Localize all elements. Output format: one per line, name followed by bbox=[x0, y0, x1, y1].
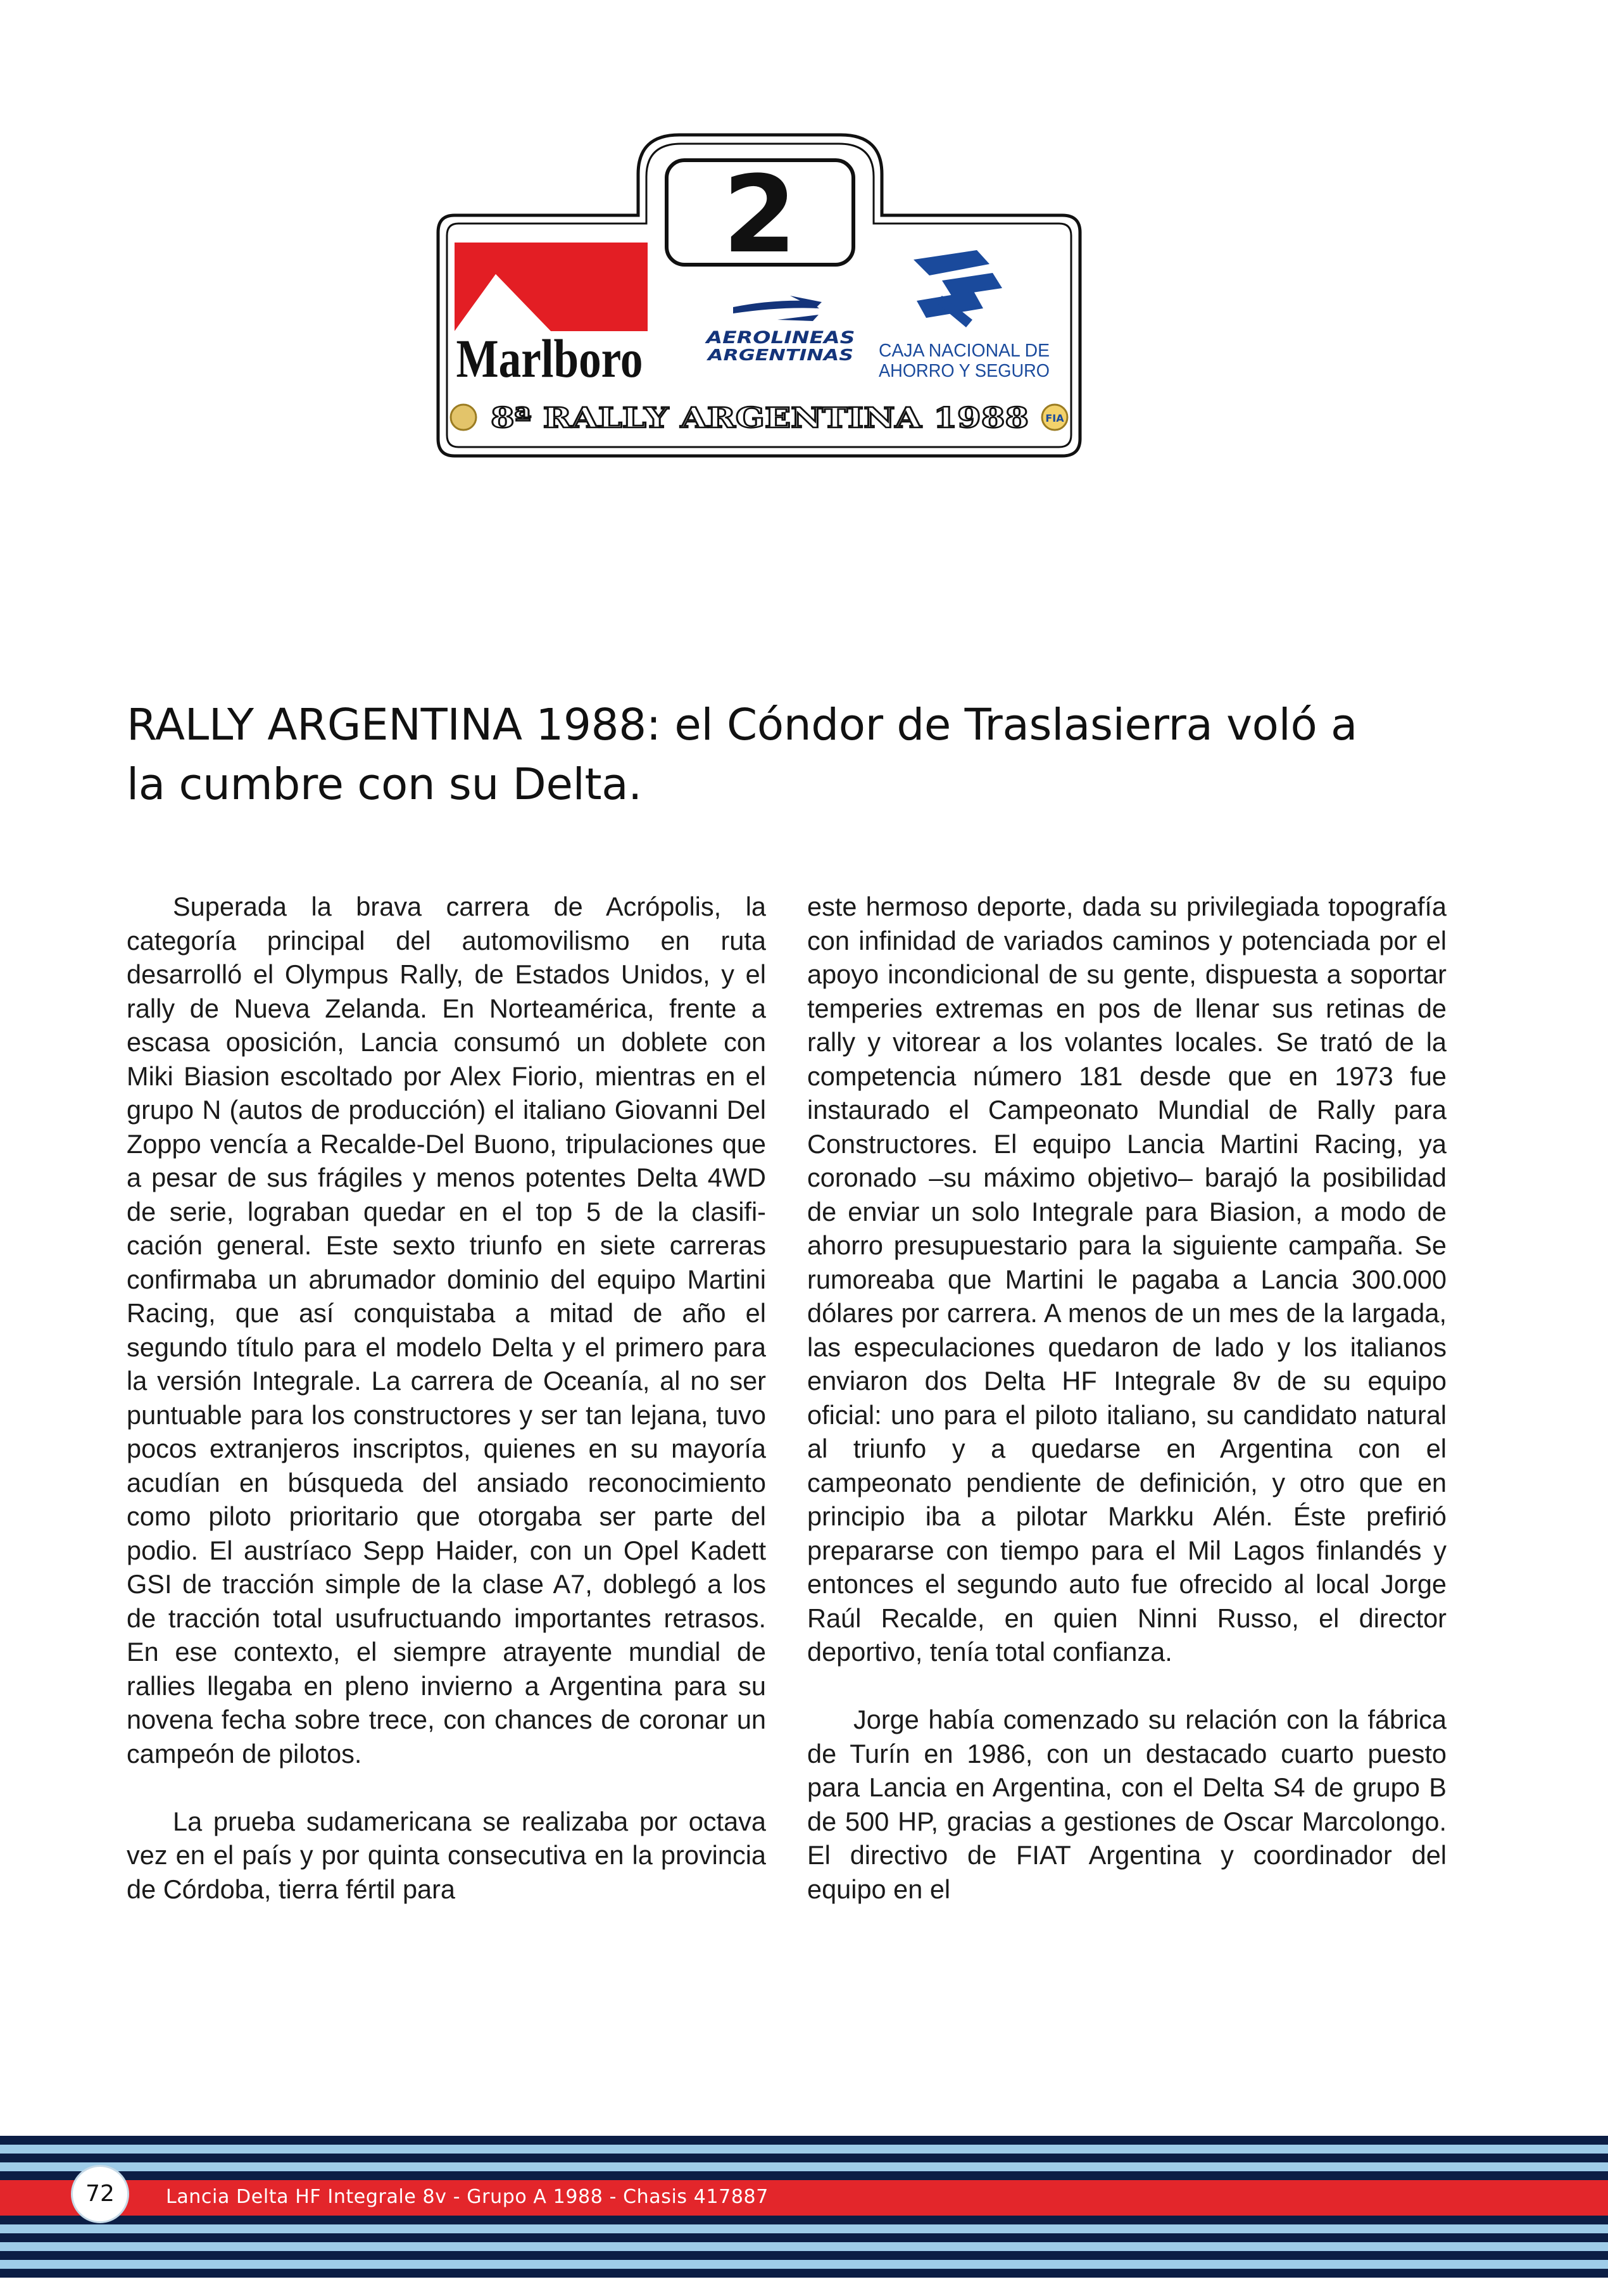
plate-number: 2 bbox=[722, 153, 797, 277]
headline-line-1: RALLY ARGENTINA 1988: el Cóndor de Traslasierra voló a bbox=[127, 700, 1358, 750]
svg-text:AHORRO Y SEGURO: AHORRO Y SEGURO bbox=[879, 361, 1050, 381]
svg-text:Marlboro: Marlboro bbox=[456, 328, 643, 389]
paragraph: Superada la brava carrera de Acrópolis, la categoría principal del automovilismo en ruta desarrolló el Olympus Rally, de Estados Unidos, y el rally de Nueva Zelanda. En Norteamérica, frente a escasa oposición, Lancia consumó un doblete con Miki Biasion escoltado por Alex Fiorio, mientras en el grupo N (autos de producción) el italiano Giovanni Del Zoppo vencía a Recalde-Del Buono, tripulaciones que a pesar de sus frágiles y menos potentes Delta 4WD de serie, lograban quedar en el top 5 de la clasificación general. Este sexto triunfo en siete carreras confirmaba un abrumador dominio del equipo Martini Racing, que así conquistaba a mitad de año el segundo título para el modelo Delta y el primero para la versión Integrale. La carrera de Oceanía, al no ser puntuable para los constructores y ser tan lejana, tuvo pocos extranjeros inscriptos, quienes en su mayoría acudían en búsqueda del ansiado reconocimiento como piloto prioritario que otorgaba ser parte del podio. El austríaco Sepp Haider, con un Opel Kadett GSI de tracción simple de la clase A7, doblegó a los de tracción total usufructuando importantes retrasos. En ese contexto, el siempre atrayente mundial de rallies llegaba en pleno invierno a Argentina para su novena fecha sobre trece, con chances de coronar un campeón de pilotos. bbox=[127, 892, 766, 1769]
footer-caption: Lancia Delta HF Integrale 8v - Grupo A 1988 - Chasis 417887 bbox=[166, 2186, 769, 2208]
page-number: 72 bbox=[71, 2165, 129, 2223]
marlboro-logo bbox=[455, 243, 648, 389]
column-left bbox=[127, 890, 766, 1940]
event-banner bbox=[451, 402, 1067, 434]
headline-line-2: la cumbre con su Delta. bbox=[127, 759, 642, 810]
paragraph: Jorge había comenzado su relación con la fábrica de Turín en 1986, con un destacado cuarto puesto para Lancia en Argentina, con el Delta S4 de grupo B de 500 HP, gracias a gestiones de Oscar Marcolongo. El directivo de FIAT Argentina y coordinador del equipo en el bbox=[807, 1705, 1447, 1904]
article-headline bbox=[127, 695, 1475, 814]
svg-text:ARGENTINAS: ARGENTINAS bbox=[706, 346, 853, 364]
rally-plate bbox=[436, 130, 1084, 459]
svg-text:CAJA NACIONAL DE: CAJA NACIONAL DE bbox=[879, 341, 1050, 361]
paragraph: La prueba sudamericana se realizaba por octava vez en el país y por quinta consecutiva en la provincia de Córdoba, tierra fértil para bbox=[127, 1806, 766, 1904]
svg-text:8ª RALLY ARGENTINA 1988: 8ª RALLY ARGENTINA 1988 bbox=[491, 402, 1029, 434]
svg-text:FIA: FIA bbox=[1045, 412, 1064, 424]
svg-text:AEROLINEAS: AEROLINEAS bbox=[705, 328, 855, 348]
emblem-left-icon bbox=[451, 405, 476, 430]
column-right bbox=[807, 890, 1447, 1940]
paragraph: este hermoso deporte, dada su privilegiada topografía con infinidad de variados caminos y potenciada por el apoyo incondicional de su gente, dispuesta a soportar temperies extremas en pos de llenar sus retinas de rally y vitorear a los volantes locales. Se trató de la competencia número 181 desde que en 1973 fue instaurado el Campeonato Mundial de Rally para Constructores. El equipo Lancia Martini Racing, ya coronado –su máximo objetivo– barajó la posibilidad de enviar un solo Integrale para Biasion, a modo de ahorro presupuestario para la siguiente campaña. Se rumoreaba que Martini le pagaba a Lancia 300.000 dólares por carrera. A menos de un mes de la largada, las especulaciones quedaron de lado y los italianos enviaron dos Delta HF Integrale 8v de su equipo oficial: uno para el piloto italiano, su candidato natural al triunfo y a quedarse en Argentina con el campeonato pendiente de definición, y otro que en principio iba a pilotar Markku Alén. Éste prefirió prepararse con tiempo para el Mil Lagos finlandés y entonces el segundo auto fue ofrecido al local Jorge Raúl Recalde, en quien Ninni Russo, el director deportivo, tenía total confianza. bbox=[807, 892, 1447, 1667]
